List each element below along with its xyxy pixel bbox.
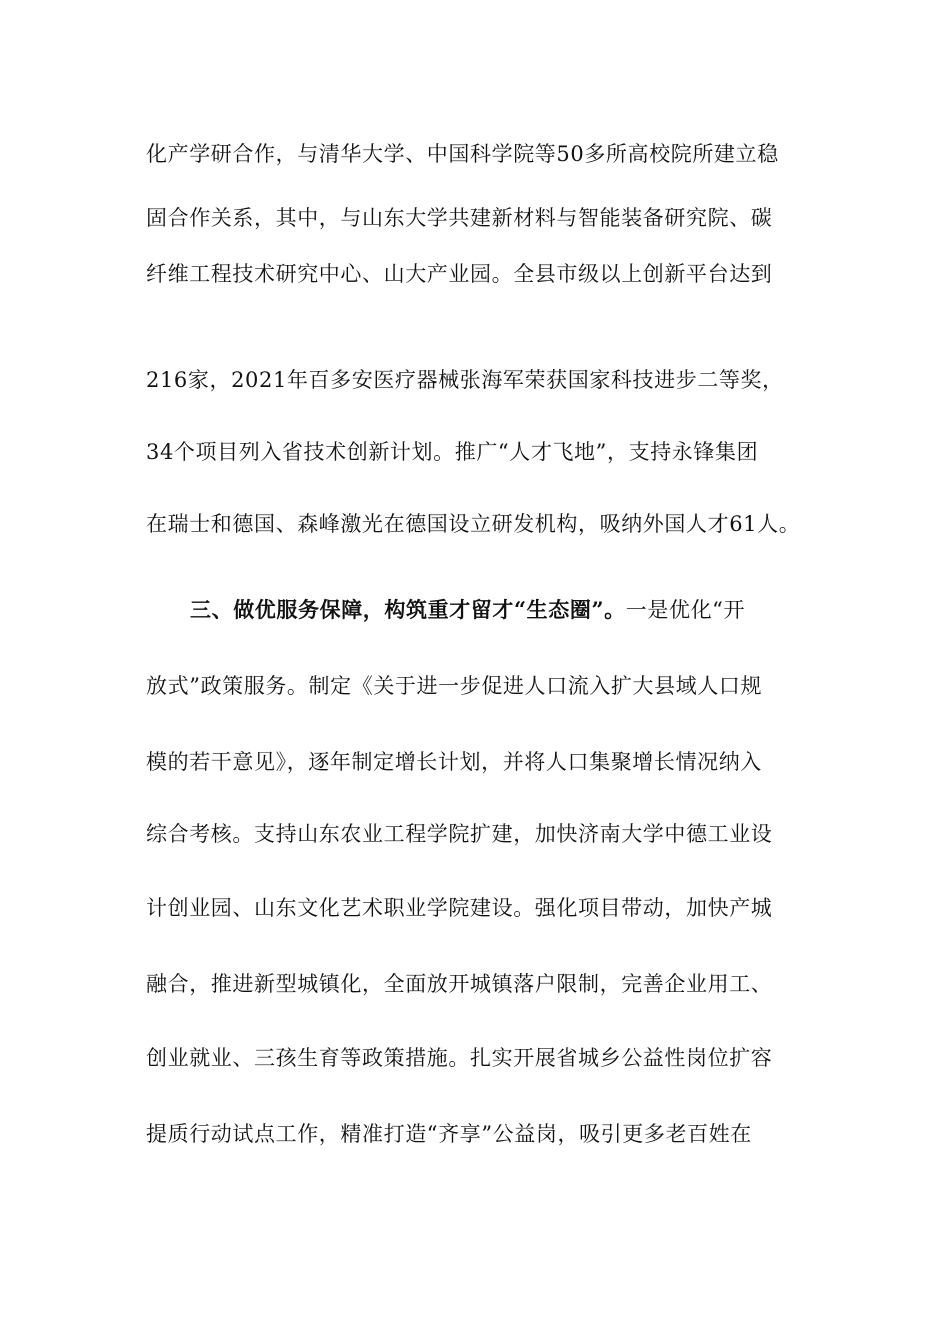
paragraph-line: 放式”政策服务。制定《关于进一步促进人口流入扩大县域人口规 [146,674,763,698]
paragraph-line: 216家，2021年百多安医疗器械张海军荣获国家科技进步二等奖， [146,368,784,392]
paragraph-line: 在瑞士和德国、森峰激光在德国设立研发机构，吸纳外国人才61人。 [146,512,801,536]
paragraph-line: 模的若干意见》，逐年制定增长计划，并将人口集聚增长情况纳入 [146,750,762,774]
paragraph-line: 34个项目列入省技术创新计划。推广“人才飞地”，支持永锋集团 [146,440,759,464]
section-heading: 三、做优服务保障，构筑重才留才“生态圈”。 [190,597,626,622]
paragraph-line: 纤维工程技术研究中心、山大产业园。全县市级以上创新平台达到 [146,262,773,286]
paragraph-line: 固合作关系，其中，与山东大学共建新材料与智能装备研究院、碳 [146,206,773,230]
section-heading-line [190,596,890,624]
paragraph-line: 创业就业、三孩生育等政策措施。扎实开展省城乡公益性岗位扩容 [146,1046,773,1070]
section-heading-continuation: 一是优化“开 [625,598,746,622]
paragraph-line: 化产学研合作，与清华大学、中国科学院等50多所高校院所建立稳 [146,142,779,166]
paragraph-line: 融合，推进新型城镇化，全面放开城镇落户限制，完善企业用工、 [146,972,773,996]
paragraph-line: 计创业园、山东文化艺术职业学院建设。强化项目带动，加快产城 [146,896,773,920]
paragraph-line: 提质行动试点工作，精准打造“齐享”公益岗，吸引更多老百姓在 [146,1122,752,1146]
paragraph-line: 综合考核。支持山东农业工程学院扩建，加快济南大学中德工业设 [146,822,773,846]
